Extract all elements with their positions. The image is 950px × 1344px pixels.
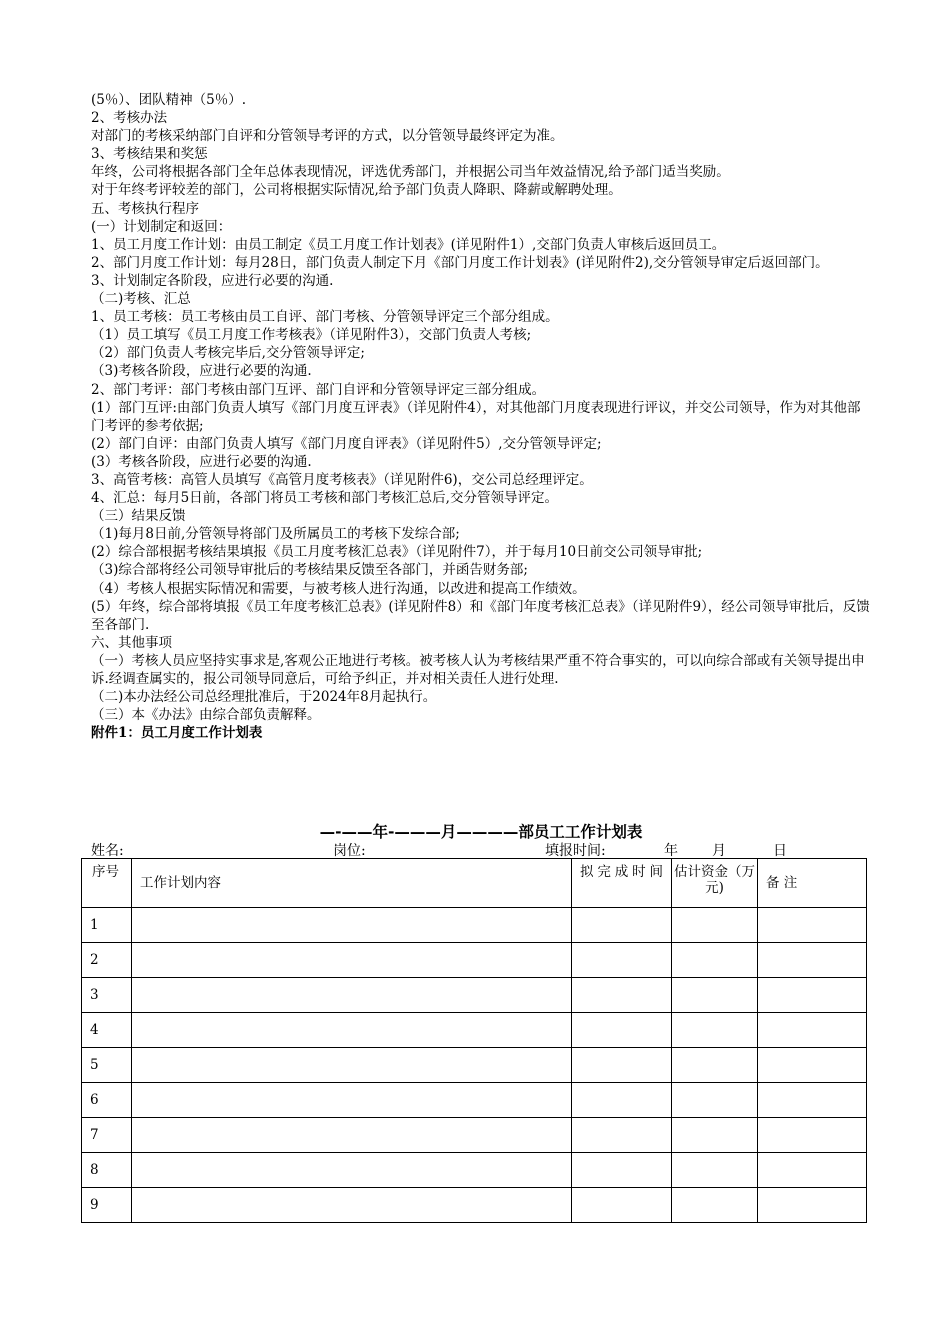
remarks-cell[interactable] — [758, 1048, 867, 1083]
paragraph: (2）部门自评：由部门负责人填写《部门月度自评表》（详见附件5）,交分管领导评定; — [91, 435, 602, 452]
completion-time-cell[interactable] — [572, 1013, 672, 1048]
estimated-funds-cell[interactable] — [672, 1083, 758, 1118]
paragraph: （3)综合部将经公司领导审批后的考核结果反馈至各部门，并函告财务部; — [91, 562, 528, 579]
paragraph: （一）考核人员应坚持实事求是,客观公正地进行考核。被考核人认为考核结果严重不符合事实的，可以向综合部或有关领导提出申诉.经调查属实的，报公司领导同意后，可给予纠正，并对相关责任人进行处理. — [91, 652, 865, 687]
table-row — [82, 978, 867, 1013]
remarks-cell[interactable] — [758, 1153, 867, 1188]
sub-heading: （二)考核、汇总 — [91, 291, 191, 308]
paragraph: （二)本办法经公司总经理批准后，于2024年8月起执行。 — [91, 689, 437, 706]
remarks-cell[interactable] — [758, 1013, 867, 1048]
document-body — [91, 91, 871, 742]
paragraph: （1）员工填写《员工月度工作考核表》（详见附件3），交部门负责人考核; — [91, 327, 532, 344]
section-heading: 3、考核结果和奖惩 — [91, 146, 208, 163]
row-number: 1 — [82, 908, 132, 943]
section-heading: 2、考核办法 — [91, 110, 168, 127]
estimated-funds-cell[interactable] — [672, 1013, 758, 1048]
content-cell[interactable] — [132, 1048, 572, 1083]
appendix-heading: 附件1：员工月度工作计划表 — [91, 725, 263, 742]
table-row — [82, 943, 867, 978]
row-number: 5 — [82, 1048, 132, 1083]
paragraph: (5％）、团队精神（5％）. — [91, 92, 246, 108]
estimated-funds-cell[interactable] — [672, 1118, 758, 1153]
paragraph: （三）本《办法》由综合部负责解释。 — [91, 707, 321, 724]
table-row — [82, 1048, 867, 1083]
remarks-cell[interactable] — [758, 1118, 867, 1153]
completion-time-cell[interactable] — [572, 943, 672, 978]
date-label: 填报时间: — [545, 843, 606, 859]
table-row — [82, 1118, 867, 1153]
section-heading: 六、其他事项 — [91, 634, 172, 651]
paragraph: （1)每月8日前,分管领导将部门及所属员工的考核下发综合部; — [91, 526, 460, 543]
remarks-cell[interactable] — [758, 1188, 867, 1223]
row-number: 4 — [82, 1013, 132, 1048]
remarks-cell[interactable] — [758, 943, 867, 978]
form-title: —-——年-———月————部员工工作计划表 — [319, 823, 643, 841]
content-cell[interactable] — [132, 943, 572, 978]
sub-heading: （三）结果反馈 — [91, 508, 186, 525]
column-header-number: 序号 — [82, 859, 132, 908]
paragraph: 对部门的考核采纳部门自评和分管领导考评的方式，以分管领导最终评定为准。 — [91, 128, 564, 145]
sub-heading: (一）计划制定和返回： — [91, 218, 232, 235]
day-label: 日 — [773, 843, 787, 859]
remarks-cell[interactable] — [758, 1083, 867, 1118]
estimated-funds-cell[interactable] — [672, 1188, 758, 1223]
remarks-cell[interactable] — [758, 978, 867, 1013]
table-row — [82, 908, 867, 943]
estimated-funds-cell[interactable] — [672, 943, 758, 978]
month-label: 月 — [712, 843, 726, 859]
content-cell[interactable] — [132, 1083, 572, 1118]
content-cell[interactable] — [132, 1013, 572, 1048]
column-header-completion-time: 拟完成时间 — [572, 859, 672, 908]
position-label: 岗位: — [333, 843, 366, 859]
column-header-remarks: 备 注 — [758, 859, 867, 908]
table-row — [82, 1153, 867, 1188]
year-label: 年 — [664, 843, 678, 859]
completion-time-cell[interactable] — [572, 1188, 672, 1223]
paragraph: （4）考核人根据实际情况和需要，与被考核人进行沟通，以改进和提高工作绩效。 — [91, 580, 586, 597]
estimated-funds-cell[interactable] — [672, 978, 758, 1013]
paragraph: (5）年终，综合部将填报《员工年度考核汇总表》(详见附件8）和《部门年度考核汇总表》（详见附件9），经公司领导审批后，反馈至各部门. — [91, 598, 870, 633]
row-number: 9 — [82, 1188, 132, 1223]
remarks-cell[interactable] — [758, 908, 867, 943]
completion-time-cell[interactable] — [572, 1153, 672, 1188]
completion-time-cell[interactable] — [572, 908, 672, 943]
paragraph: 1、员工考核：员工考核由员工自评、部门考核、分管领导评定三个部分组成。 — [91, 309, 559, 326]
table-row — [82, 1083, 867, 1118]
column-header-content: 工作计划内容 — [132, 859, 572, 908]
paragraph: 1、员工月度工作计划：由员工制定《员工月度工作计划表》(详见附件1）,交部门负责人审核后返回员工。 — [91, 236, 726, 253]
paragraph: 对于年终考评较差的部门，公司将根据实际情况,给予部门负责人降职、降薪或解聘处理。 — [91, 182, 622, 199]
table-row — [82, 1013, 867, 1048]
table-row — [82, 1188, 867, 1223]
paragraph: 2、部门月度工作计划：每月28日，部门负责人制定下月《部门月度工作计划表》(详见附件2),交分管领导审定后返回部门。 — [91, 254, 829, 271]
paragraph: 4、汇总：每月5日前，各部门将员工考核和部门考核汇总后,交分管领导评定。 — [91, 490, 558, 507]
table-header-row — [82, 859, 867, 908]
row-number: 3 — [82, 978, 132, 1013]
completion-time-cell[interactable] — [572, 978, 672, 1013]
paragraph: (1）部门互评:由部门负责人填写《部门月度互评表》（详见附件4），对其他部门月度表现进行评议，并交公司领导，作为对其他部门考评的参考依据; — [91, 399, 861, 434]
completion-time-cell[interactable] — [572, 1083, 672, 1118]
content-cell[interactable] — [132, 1118, 572, 1153]
paragraph: 3、高管考核：高管人员填写《高管月度考核表》（详见附件6)，交公司总经理评定。 — [91, 471, 593, 488]
row-number: 7 — [82, 1118, 132, 1153]
paragraph: （3)考核各阶段，应进行必要的沟通. — [91, 363, 312, 380]
content-cell[interactable] — [132, 908, 572, 943]
paragraph: 年终，公司将根据各部门全年总体表现情况，评选优秀部门，并根据公司当年效益情况,给予部门适当奖励。 — [91, 164, 730, 181]
row-number: 6 — [82, 1083, 132, 1118]
name-label: 姓名: — [91, 843, 124, 859]
paragraph: (2）综合部根据考核结果填报《员工月度考核汇总表》（详见附件7），并于每月10日前交公司领导审批; — [91, 544, 703, 561]
content-cell[interactable] — [132, 1188, 572, 1223]
paragraph: 3、计划制定各阶段，应进行必要的沟通. — [91, 272, 334, 289]
content-cell[interactable] — [132, 978, 572, 1013]
estimated-funds-cell[interactable] — [672, 908, 758, 943]
paragraph: (3）考核各阶段，应进行必要的沟通. — [91, 453, 312, 470]
estimated-funds-cell[interactable] — [672, 1048, 758, 1083]
column-header-estimated-funds: 估计资金（万元) — [672, 859, 758, 908]
section-heading: 五、考核执行程序 — [91, 200, 199, 217]
row-number: 8 — [82, 1153, 132, 1188]
completion-time-cell[interactable] — [572, 1048, 672, 1083]
paragraph: （2）部门负责人考核完毕后,交分管领导评定; — [91, 345, 365, 362]
content-cell[interactable] — [132, 1153, 572, 1188]
paragraph: 2、部门考评：部门考核由部门互评、部门自评和分管领导评定三部分组成。 — [91, 381, 546, 398]
completion-time-cell[interactable] — [572, 1118, 672, 1153]
work-plan-table — [81, 858, 867, 1223]
row-number: 2 — [82, 943, 132, 978]
estimated-funds-cell[interactable] — [672, 1153, 758, 1188]
